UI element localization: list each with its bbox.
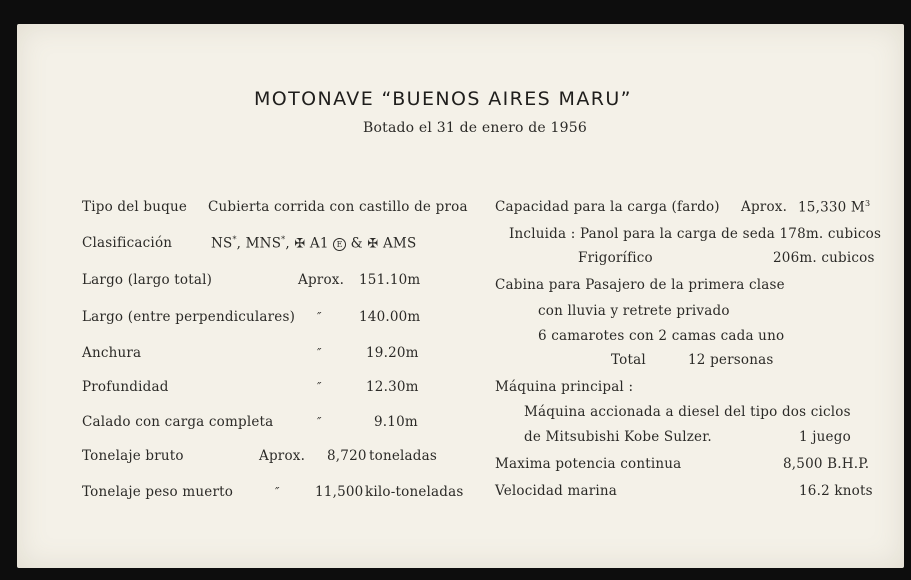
deadweight-label: Tonelaje peso muerto (82, 484, 234, 500)
length-total-prefix: Aprox. (298, 272, 345, 288)
beam-label: Anchura (82, 345, 142, 361)
deadweight-value: 11,500 (315, 484, 364, 500)
length-pp-label: Largo (entre perpendiculares) (82, 309, 296, 325)
cabin-line-3: 6 camarotes con 2 camas cada uno (538, 328, 785, 344)
capacity-number: 15,330 M (798, 199, 865, 216)
capacity-prefix: Aprox. (741, 199, 788, 215)
length-total-label: Largo (largo total) (82, 272, 213, 288)
capacity-value (798, 199, 870, 216)
launch-date: Botado el 31 de enero de 1956 (363, 120, 587, 136)
circled-e: E (333, 238, 346, 251)
cabin-line-2: con lluvia y retrete privado (538, 303, 730, 319)
classification-value: NS*, MNS*, ✠ A1 E & ✠ AMS (211, 235, 417, 252)
gross-tonnage-unit: toneladas (369, 448, 438, 464)
draft-label: Calado con carga completa (82, 414, 274, 430)
depth-label: Profundidad (82, 379, 169, 395)
engine-quantity: 1 juego (799, 429, 851, 445)
type-label: Tipo del buque (82, 199, 188, 215)
length-pp-value: 140.00m (359, 309, 421, 325)
length-total-value: 151.10m (359, 272, 421, 288)
speed-value: 16.2 knots (799, 483, 873, 499)
specification-card (17, 24, 904, 568)
class-ns: NS (211, 235, 233, 252)
gross-tonnage-value: 8,720 (327, 448, 367, 464)
deadweight-unit: kilo-toneladas (365, 484, 464, 500)
cabin-line-1: Cabina para Pasajero de la primera clase (495, 277, 785, 293)
ditto-mark: ″ (317, 415, 322, 429)
refrigerated-label: Frigorífico (578, 250, 653, 266)
classification-label: Clasificación (82, 235, 173, 251)
gross-tonnage-prefix: Aprox. (259, 448, 306, 464)
class-mns-star: * (281, 235, 286, 244)
refrigerated-value: 206m. cubicos (773, 250, 875, 266)
draft-value: 9.10m (374, 414, 418, 430)
engine-line-2: de Mitsubishi Kobe Sulzer. (524, 429, 712, 445)
beam-value: 19.20m (366, 345, 419, 361)
engine-label: Máquina principal : (495, 379, 634, 395)
total-label: Total (611, 352, 646, 368)
class-mns: MNS (245, 235, 282, 252)
power-value: 8,500 B.H.P. (783, 456, 870, 472)
class-ampersand: & (350, 235, 363, 252)
ditto-mark: ″ (317, 310, 322, 324)
ditto-mark: ″ (317, 346, 322, 360)
maltese-cross-icon: ✠ (367, 236, 379, 252)
capacity-label: Capacidad para la carga (fardo) (495, 199, 720, 215)
total-value: 12 personas (688, 352, 774, 368)
engine-line-1: Máquina accionada a diesel del tipo dos ciclos (524, 404, 851, 420)
speed-label: Velocidad marina (495, 483, 618, 499)
capacity-exponent: 3 (864, 199, 871, 208)
depth-value: 12.30m (366, 379, 419, 395)
maltese-cross-icon: ✠ (294, 236, 306, 252)
ship-title: MOTONAVE “BUENOS AIRES MARU” (254, 88, 632, 110)
gross-tonnage-label: Tonelaje bruto (82, 448, 184, 464)
class-a1: A1 (309, 235, 329, 252)
power-label: Maxima potencia continua (495, 456, 682, 472)
class-ams: AMS (382, 235, 417, 252)
ditto-mark: ″ (317, 380, 322, 394)
type-value: Cubierta corrida con castillo de proa (208, 199, 468, 215)
class-ns-star: * (232, 235, 237, 244)
included-line: Incluida : Panol para la carga de seda 178m. cubicos (509, 226, 882, 242)
ditto-mark: ″ (275, 485, 280, 499)
